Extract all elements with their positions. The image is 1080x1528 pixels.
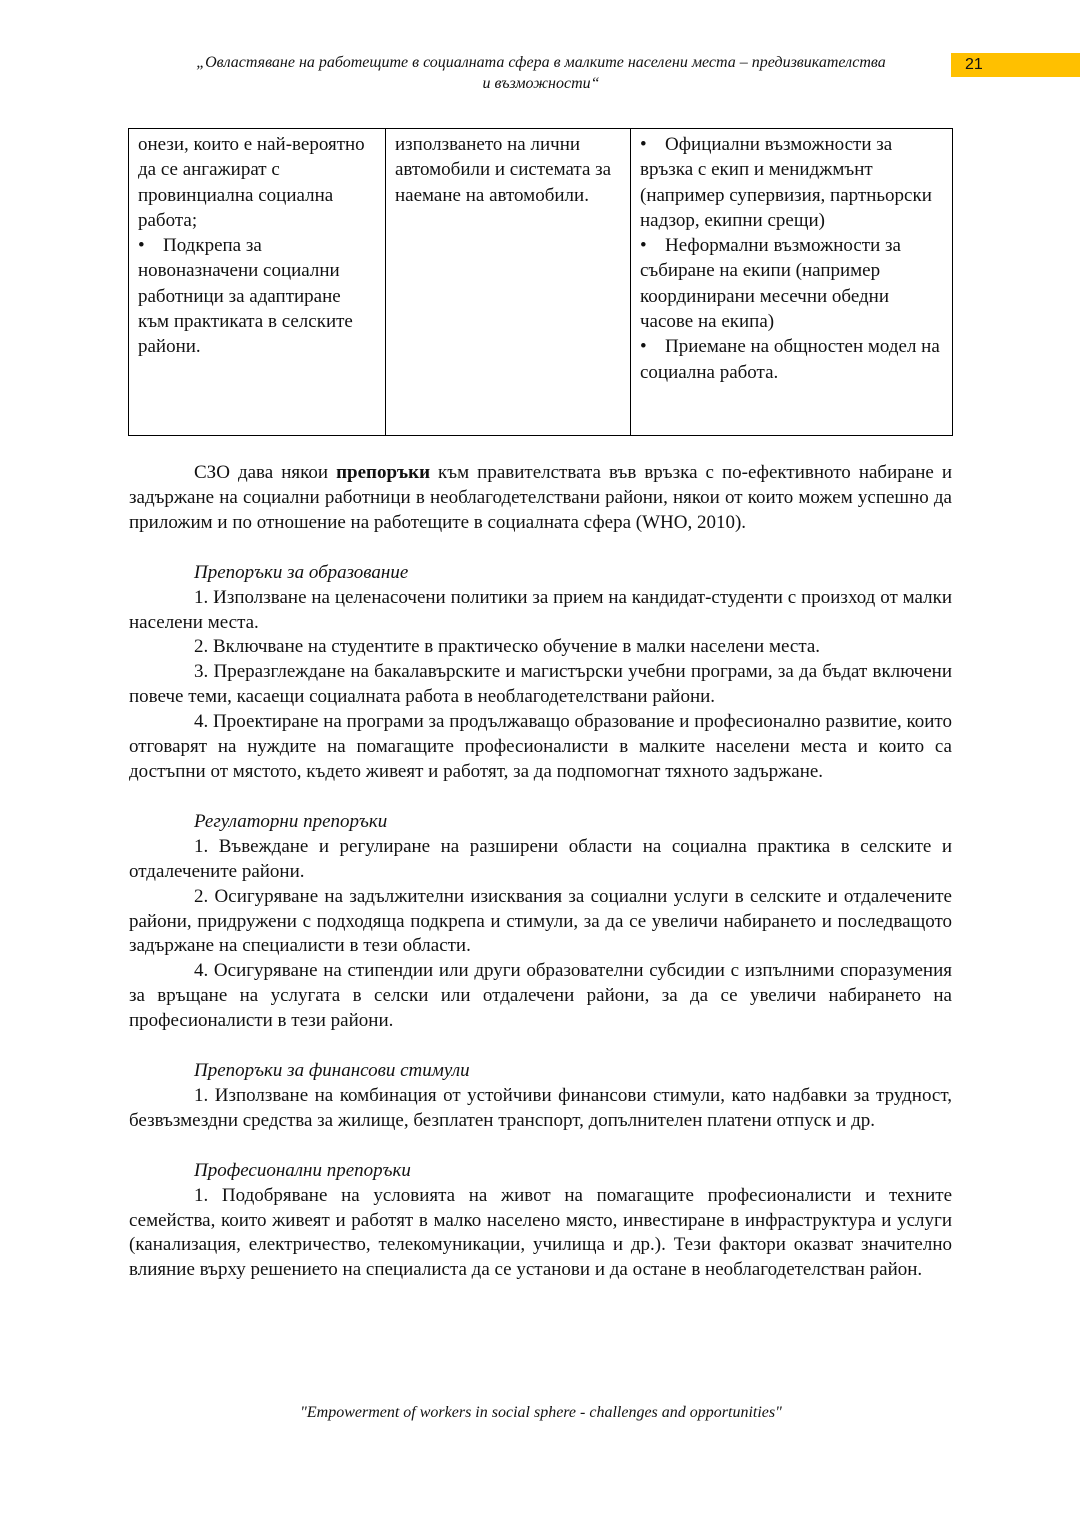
body-text	[129, 461, 952, 1283]
table-cell-col2	[386, 129, 631, 436]
table-row	[129, 129, 953, 436]
list-item: 1. Въвеждане и регулиране на разширени области на социална практика в селските и отдалечените райони.	[129, 835, 952, 882]
cell-text: използването на лични автомобили и системата за наемане на автомобили.	[395, 134, 612, 206]
bullet-item: • Подкрепа за новоназначени социални работници за адаптиране към практиката в селските райони.	[138, 233, 376, 359]
intro-paragraph	[129, 461, 952, 536]
section-heading-education: Препоръки за образование	[194, 561, 409, 583]
list-item: 1. Използване на целенасочени политики за прием на кандидат-студенти с произход от малки населени места.	[129, 586, 952, 633]
bullet-item: • Приемане на общностен модел на социална работа.	[640, 334, 943, 385]
section-heading-regulatory: Регулаторни препоръки	[194, 810, 388, 832]
list-item: 1. Използване на комбинация от устойчиви финансови стимули, като надбавки за трудност, безвъзмездни средства за жилище, безплатен транспорт, допълнителен платени отпуск и др.	[129, 1084, 952, 1131]
section-heading-professional: Професионални препоръки	[194, 1159, 411, 1181]
header-title-line-2: и възможности“	[482, 75, 600, 92]
intro-text-start: СЗО дава някои	[194, 462, 337, 483]
page-number-badge: 21	[951, 53, 1080, 77]
intro-bold-term: препоръки	[336, 462, 431, 483]
intro-text-end: към правителствата във връзка с по-ефективното набиране и задържане на социални работници в необлагодетелствани райони, някои от които можем успешно да приложим и по отношение на работещите в социалната сфера (WHO, 2010).	[129, 462, 952, 533]
list-item: 2. Осигуряване на задължителни изисквания за социални услуги в селските и отдалечените райони, придружени с подходяща подкрепа и стимули, за да се увеличи набирането и последващото задържане на специалисти в тези области.	[129, 885, 952, 957]
continued-table	[128, 128, 953, 436]
page-header-title	[130, 52, 952, 94]
list-item: 2. Включване на студентите в практическо обучение в малки населени места.	[194, 636, 821, 658]
cell-text: онези, които е най-вероятно да се ангажират с провинциална социална работа;	[138, 134, 365, 231]
bullet-item: • Неформални възможности за събиране на екипи (например координирани месечни обедни часове на екипа)	[640, 233, 943, 334]
list-item: 1. Подобряване на условията на живот на помагащите професионалисти и техните семейства, които живеят и работят в малко населено място, инвестиране в инфраструктура и услуги (канализация, електричество, телекомуникации, училища и др.). Тези фактори оказват значително влияние върху решението на специалиста да се установи и да остане в необлагодетелстван район.	[129, 1184, 952, 1281]
table-cell-col3	[631, 129, 953, 436]
page-footer: "Empowerment of workers in social sphere - challenges and opportunities"	[300, 1404, 782, 1421]
list-item: 4. Осигуряване на стипендии или други образователни субсидии с изпълними споразумения за връщане на услугата в селски или отдалечени райони, за да се увеличи набирането на професионалисти в тези райони.	[129, 960, 952, 1032]
list-item: 4. Проектиране на програми за продължаващо образование и професионално развитие, които отговарят на нуждите на помагащите професионалисти в малките населени места и които са достъпни от мястото, където живеят и работят, за да подпомогнат тяхното задържане.	[129, 711, 952, 782]
list-item: 3. Преразглеждане на бакалавърските и магистърски учебни програми, за да бъдат включени повече теми, касаещи социалната работа в необлагодетелствани райони.	[129, 661, 952, 708]
table-cell-col1	[129, 129, 386, 436]
header-title-line-1: „Овластяване на работещите в социалната сфера в малките населени места – предизвикателства	[196, 54, 886, 71]
section-heading-financial: Препоръки за финансови стимули	[194, 1060, 470, 1082]
bullet-item: • Официални възможности за връзка с екип и мениджмънт (например супервизия, партньорски надзор, екипни срещи)	[640, 132, 943, 233]
